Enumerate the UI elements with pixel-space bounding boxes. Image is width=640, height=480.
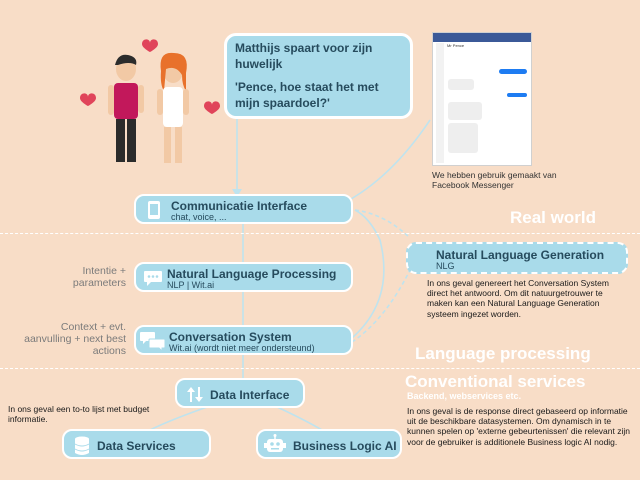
node-title: Data Interface — [210, 388, 290, 402]
node-subtitle: NLG — [436, 261, 455, 271]
note-data: In ons geval een to-to lijst met budget informatie. — [8, 404, 150, 425]
node-business-logic — [256, 429, 402, 459]
node-subtitle: Wit.ai (wordt niet meer ondersteund) — [169, 343, 315, 353]
heart-icon — [204, 101, 220, 114]
chat-bubble-icon — [143, 270, 163, 287]
smartphone-icon — [147, 200, 161, 220]
node-data-interface — [175, 378, 305, 408]
messenger-caption: We hebben gebruik gemaakt van Facebook Messenger — [432, 170, 557, 191]
couple-illustration — [78, 35, 223, 170]
connector-data-to-business — [275, 406, 322, 430]
messenger-topbar — [433, 33, 531, 42]
section-conventional-services: Conventional services — [405, 372, 586, 391]
database-icon — [74, 436, 90, 456]
messenger-bubble — [448, 79, 474, 90]
speech-line-1: Matthijs spaart voor zijn huwelijk — [235, 41, 373, 71]
robot-icon — [263, 434, 287, 456]
section-real-world: Real world — [510, 208, 596, 227]
messenger-bubble — [448, 102, 482, 120]
up-down-arrows-icon — [186, 386, 204, 403]
node-data-services — [62, 429, 211, 459]
messenger-screenshot — [432, 32, 532, 166]
node-nlp — [134, 262, 353, 292]
node-title: Natural Language Generation — [436, 248, 605, 262]
node-title: Communicatie Interface — [171, 199, 308, 213]
conversation-icon — [139, 331, 167, 353]
note-response: In ons geval is de response direct gebaseerd op informatie uit de beschikbare datasystemen. Om dynamisch in te kunnen spelen op 'externe gebeurtenissen' die relevant zijn voor de gebruiker is additionele Business logic AI nodig. — [407, 406, 630, 447]
speech-bubble — [224, 33, 413, 119]
node-subtitle: chat, voice, ... — [171, 212, 227, 222]
band-divider-language — [0, 368, 640, 369]
band-divider-real-world — [0, 233, 640, 234]
section-language-processing: Language processing — [415, 344, 591, 363]
heart-icon — [80, 93, 96, 106]
note-nlg: In ons geval genereert het Conversation System direct het antwoord. Om dit natuurgetrouwer te maken kan een Natural Language Generation systeem ingezet worden. — [427, 278, 609, 319]
speech-line-2: 'Pence, hoe staat het met mijn spaardoel?' — [235, 80, 379, 110]
node-conversation-system — [134, 325, 353, 355]
connector-data-to-services — [150, 406, 210, 430]
label-intentie: Intentie + parameters — [72, 265, 126, 290]
messenger-header-name: Mr Pence — [447, 43, 465, 48]
node-nlg — [406, 242, 628, 274]
heart-icon — [142, 39, 158, 52]
label-context: Context + evt. aanvulling + next best actions — [24, 321, 126, 358]
section-conventional-sub: Backend, webservices etc. — [407, 391, 522, 401]
node-title: Natural Language Processing — [167, 267, 337, 281]
node-title: Conversation System — [169, 330, 292, 344]
connector-nlg-bottom — [352, 270, 410, 342]
node-subtitle: NLP | Wit.ai — [167, 280, 215, 290]
messenger-bubble — [507, 93, 527, 97]
node-title: Data Services — [97, 439, 176, 453]
node-title: Business Logic AI — [293, 439, 397, 453]
messenger-bubble — [448, 123, 478, 153]
messenger-sidebar — [436, 43, 444, 163]
node-communicatie-interface — [134, 194, 353, 224]
connector-phone-to-communicatie — [340, 120, 430, 205]
messenger-bubble — [499, 69, 527, 74]
